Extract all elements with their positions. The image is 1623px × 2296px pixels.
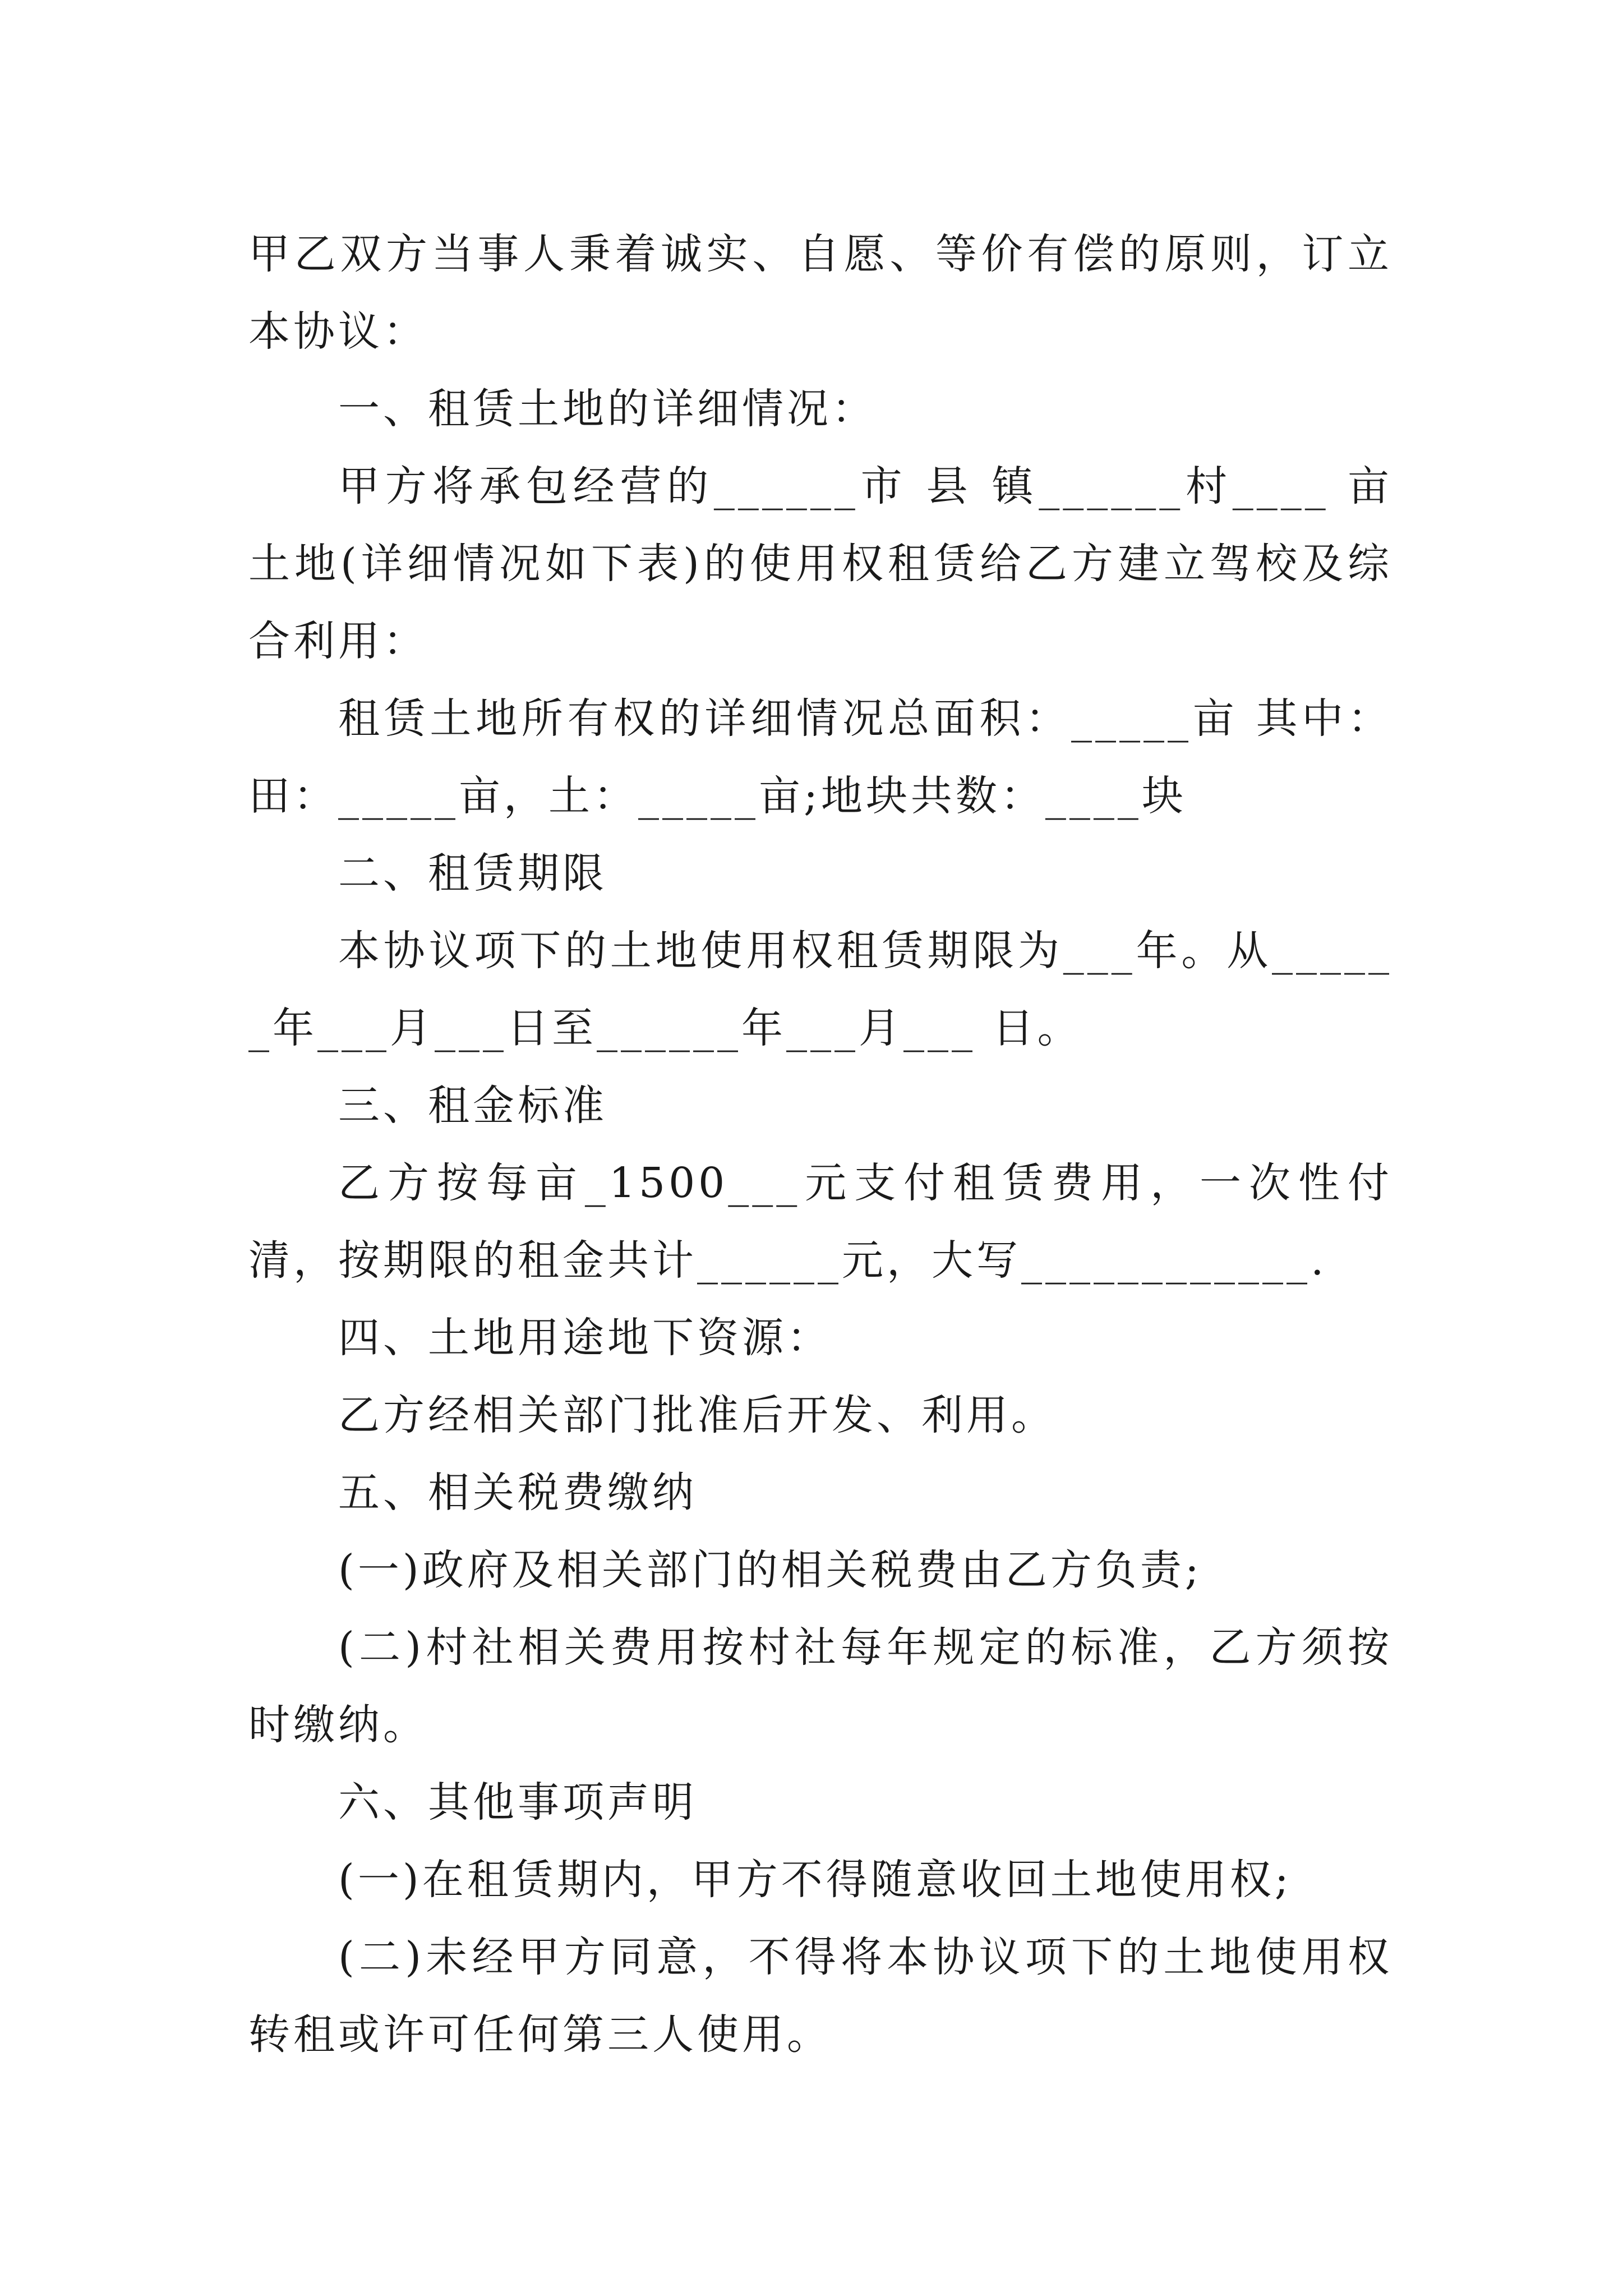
document-body (248, 215, 1393, 2073)
paragraph-other-1: (一)在租赁期内，甲方不得随意收回土地使用权; (338, 1856, 1292, 1904)
paragraph-rent: 乙方按每亩_1500___元支付租赁费用，一次性付清，按期限的租金共计______元，大写____________. (248, 1159, 1393, 1285)
heading-section-5: 五、相关税费缴纳 (338, 1469, 697, 1517)
paragraph-land-area: 租赁土地所有权的详细情况总面积：_____亩 其中：田：_____亩，土：_____亩;地块共数：____块 (248, 694, 1393, 820)
paragraph-other-2: (二)未经甲方同意，不得将本协议项下的土地使用权转租或许可任何第三人使用。 (248, 1933, 1393, 2059)
heading-section-4: 四、土地用途地下资源： (338, 1314, 832, 1362)
heading-section-6: 六、其他事项声明 (338, 1778, 697, 1826)
heading-section-3: 三、租金标准 (338, 1082, 607, 1130)
paragraph-tax-2: (二)村社相关费用按村社每年规定的标准，乙方须按时缴纳。 (248, 1623, 1393, 1749)
paragraph-preamble: 甲乙双方当事人秉着诚实、自愿、等价有偿的原则，订立本协议： (248, 230, 1393, 356)
paragraph-land-use: 乙方经相关部门批准后开发、利用。 (338, 1391, 1056, 1439)
paragraph-tax-1: (一)政府及相关部门的相关税费由乙方负责; (338, 1546, 1202, 1594)
paragraph-land-location: 甲方将承包经营的______市 县 镇______村____ 亩土地(详细情况如下表)的使用权租赁给乙方建立驾校及综合利用： (248, 462, 1393, 665)
heading-section-2: 二、租赁期限 (338, 849, 607, 898)
heading-section-1: 一、租赁土地的详细情况： (338, 385, 877, 433)
paragraph-lease-term: 本协议项下的土地使用权租赁期限为___年。从______年___月___日至______年___月___ 日。 (248, 927, 1393, 1052)
